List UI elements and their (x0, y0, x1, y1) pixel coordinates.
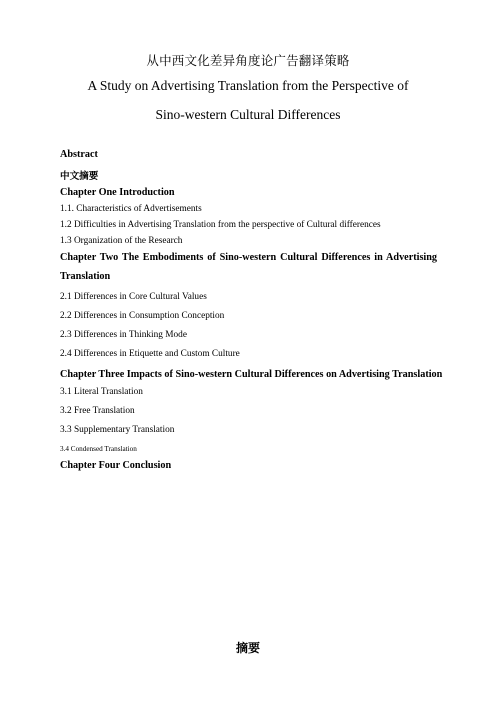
english-title-line-2: Sino-western Cultural Differences (155, 107, 341, 122)
toc-chapter-two-line-2: Translation (60, 271, 111, 282)
toc-abstract-cn: 中文摘要 (60, 171, 99, 182)
toc-section-1-2: 1.2 Difficulties in Advertising Translation from the perspective of Cultural differences (60, 220, 381, 230)
toc-section-1-1: 1.1. Characteristics of Advertisements (60, 204, 202, 214)
toc-section-3-2: 3.2 Free Translation (60, 406, 135, 416)
toc-chapter-four: Chapter Four Conclusion (60, 460, 172, 471)
toc-chapter-two-line-1: Chapter Two The Embodiments of Sino-western Cultural Differences in Advertising (60, 252, 437, 263)
toc-section-3-1: 3.1 Literal Translation (60, 387, 143, 397)
toc-section-2-3: 2.3 Differences in Thinking Mode (60, 330, 187, 340)
toc-abstract: Abstract (60, 149, 98, 160)
toc-section-1-3: 1.3 Organization of the Research (60, 236, 183, 246)
toc-section-2-1: 2.1 Differences in Core Cultural Values (60, 292, 207, 302)
toc-section-2-4: 2.4 Differences in Etiquette and Custom Culture (60, 349, 240, 359)
toc-section-3-3: 3.3 Supplementary Translation (60, 425, 175, 435)
english-title-line-1: A Study on Advertising Translation from the Perspective of (87, 78, 409, 93)
toc-section-3-4: 3.4 Condensed Translation (60, 445, 137, 453)
toc-chapter-one: Chapter One Introduction (60, 187, 175, 198)
chinese-title: 从中西文化差异角度论广告翻译策略 (146, 53, 350, 68)
toc-section-2-2: 2.2 Differences in Consumption Conception (60, 311, 225, 321)
toc-chapter-three: Chapter Three Impacts of Sino-western Cultural Differences on Advertising Translation (60, 369, 443, 380)
abstract-heading-cn: 摘要 (235, 641, 260, 655)
